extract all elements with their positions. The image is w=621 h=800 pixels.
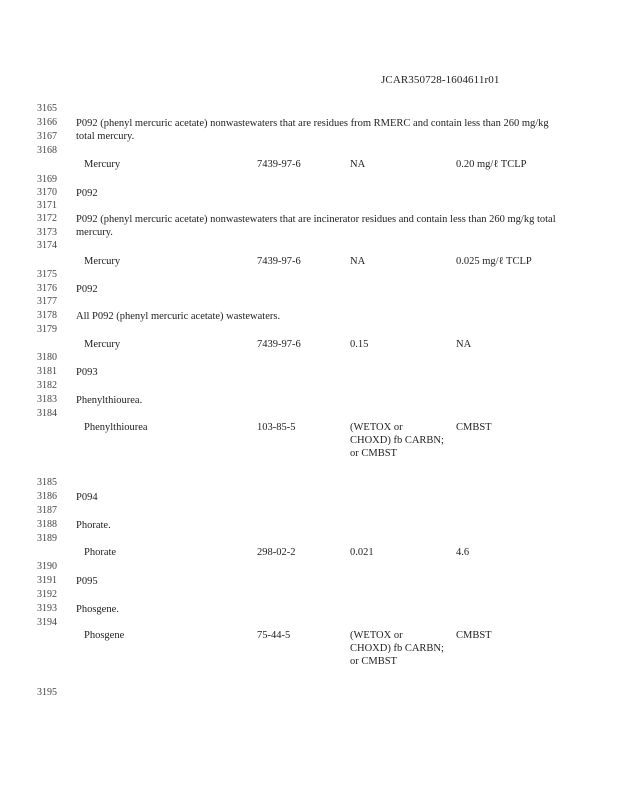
- line-number: 3185: [37, 477, 57, 488]
- table-row-5-wastewater: 0.021: [350, 547, 374, 558]
- line-number: 3193: [37, 603, 57, 614]
- table-row-3-cas: 7439-97-6: [257, 339, 301, 350]
- line-number: 3179: [37, 324, 57, 335]
- line-number: 3186: [37, 491, 57, 502]
- paragraph-p092-heading-2: P092: [76, 284, 98, 295]
- line-number: 3168: [37, 145, 57, 156]
- line-number: 3181: [37, 366, 57, 377]
- line-number: 3175: [37, 269, 57, 280]
- line-number: 3189: [37, 533, 57, 544]
- table-row-1-constituent: Mercury: [84, 159, 121, 170]
- line-number: 3165: [37, 103, 57, 114]
- paragraph-p092-incinerator: P092 (phenyl mercuric acetate) nonwastewaters that are incinerator residues and contain less than 260 mg/kg total mercury.: [76, 214, 556, 238]
- line-number: 3166: [37, 117, 57, 128]
- table-row-5-constituent: Phorate: [84, 547, 117, 558]
- line-number: 3194: [37, 617, 57, 628]
- table-row-6-wastewater: (WETOX or CHOXD) fb CARBN; or CMBST: [350, 630, 444, 667]
- paragraph-p095-heading: P095: [76, 576, 98, 587]
- line-number: 3192: [37, 589, 57, 600]
- line-number: 3174: [37, 240, 57, 251]
- table-row-3-wastewater: 0.15: [350, 339, 369, 350]
- table-row-4-nonwastewater: CMBST: [456, 422, 492, 433]
- table-row-3-constituent: Mercury: [84, 339, 121, 350]
- paragraph-p092-wastewaters: All P092 (phenyl mercuric acetate) wastewaters.: [76, 311, 281, 322]
- table-row-1-cas: 7439-97-6: [257, 159, 301, 170]
- table-row-4-wastewater: (WETOX or CHOXD) fb CARBN; or CMBST: [350, 422, 444, 459]
- line-number: 3184: [37, 408, 57, 419]
- table-row-2-cas: 7439-97-6: [257, 256, 301, 267]
- line-number: 3191: [37, 575, 57, 586]
- line-number: 3188: [37, 519, 57, 530]
- table-row-2-nonwastewater: 0.025 mg/ℓ TCLP: [456, 256, 532, 267]
- line-number: 3182: [37, 380, 57, 391]
- table-row-5-cas: 298-02-2: [257, 547, 296, 558]
- table-row-1-wastewater: NA: [350, 159, 366, 170]
- table-row-3-nonwastewater: NA: [456, 339, 472, 350]
- table-row-6-constituent: Phosgene: [84, 630, 125, 641]
- table-row-4-cas: 103-85-5: [257, 422, 296, 433]
- line-number: 3176: [37, 283, 57, 294]
- table-row-6-nonwastewater: CMBST: [456, 630, 492, 641]
- line-number: 3190: [37, 561, 57, 572]
- document-id: JCAR350728-1604611r01: [381, 74, 500, 86]
- paragraph-p092-heading-1: P092: [76, 188, 98, 199]
- table-row-5-nonwastewater: 4.6: [456, 547, 470, 558]
- line-number: 3171: [37, 200, 57, 211]
- line-number: 3183: [37, 394, 57, 405]
- line-number: 3167: [37, 131, 57, 142]
- paragraph-phosgene: Phosgene.: [76, 604, 119, 615]
- line-number: 3173: [37, 227, 57, 238]
- table-row-1-nonwastewater: 0.20 mg/ℓ TCLP: [456, 159, 527, 170]
- paragraph-p092-rmerc: P092 (phenyl mercuric acetate) nonwastewaters that are residues from RMERC and contain less than 260 mg/kg total mercury.: [76, 118, 549, 142]
- table-row-4-constituent: Phenylthiourea: [84, 422, 148, 433]
- line-number: 3170: [37, 187, 57, 198]
- paragraph-phorate: Phorate.: [76, 520, 111, 531]
- line-number: 3187: [37, 505, 57, 516]
- paragraph-p094-heading: P094: [76, 492, 98, 503]
- paragraph-p093-heading: P093: [76, 367, 98, 378]
- line-number: 3177: [37, 296, 57, 307]
- line-number: 3178: [37, 310, 57, 321]
- paragraph-phenylthiourea: Phenylthiourea.: [76, 395, 143, 406]
- line-number: 3195: [37, 687, 57, 698]
- table-row-2-constituent: Mercury: [84, 256, 121, 267]
- line-number: 3180: [37, 352, 57, 363]
- line-number: 3169: [37, 174, 57, 185]
- table-row-6-cas: 75-44-5: [257, 630, 291, 641]
- table-row-2-wastewater: NA: [350, 256, 366, 267]
- line-number: 3172: [37, 213, 57, 224]
